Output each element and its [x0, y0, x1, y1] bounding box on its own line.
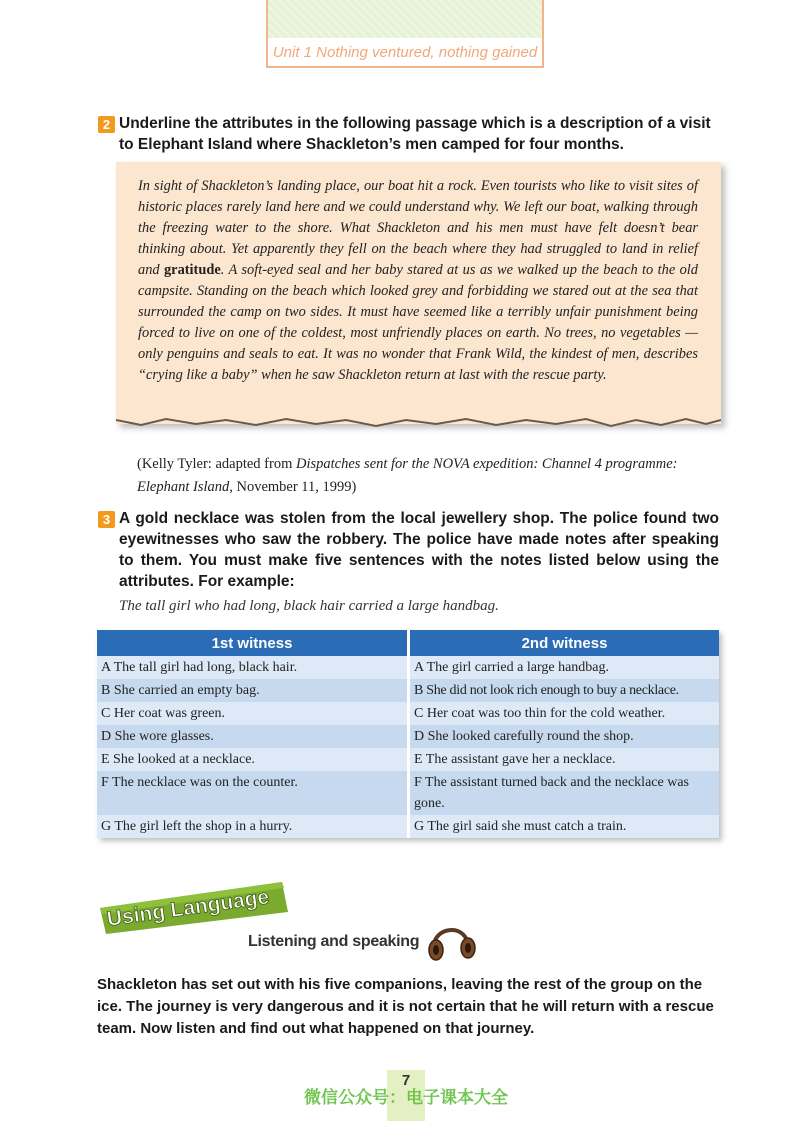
table-header-1st-witness: 1st witness — [97, 630, 409, 656]
passage-bold-word: gratitude — [163, 262, 221, 278]
table-row — [97, 679, 719, 702]
listening-paragraph: Shackleton has set out with his five companions, leaving the rest of the group on the ice. The journey is very dangerous and it is not certain that he will return with a rescue team. Now listen and find out what happened on that journey. — [97, 976, 714, 1037]
table-cell: D She wore glasses. — [97, 725, 409, 748]
table-cell: G The girl left the shop in a hurry. — [97, 815, 409, 838]
question-3-instruction: A gold necklace was stolen from the local jewellery shop. The police found two eyewitnesses who saw the robbery. The police have made notes after speaking to them. You must make five sentences with the notes listed below using the attributes. For example: — [119, 510, 719, 590]
passage-text-start: In sight of Shackleton’s landing place, our boat hit a rock. Even tourists who like to visit sites of historic places rarely land here and we could understand why. We left our boat, walking through the freezing water to the shore. What Shackleton and his men must have felt doesn’t bear thinking about. Yet apparently they fell on the beach where they had struggled to land in relief and — [138, 178, 698, 278]
passage-box — [116, 162, 721, 424]
unit-title: Unit 1 Nothing ventured, nothing gained — [272, 44, 538, 61]
example-sentence: The tall girl who had long, black hair carried a large handbag. — [119, 598, 499, 614]
table-row — [97, 815, 719, 838]
table-row — [97, 771, 719, 815]
question-2-line-1: Underline the attributes in the following passage which is a description of a visit — [119, 115, 711, 132]
witness-table — [97, 630, 719, 838]
torn-edge — [116, 410, 721, 432]
question-2-line-2: to Elephant Island where Shackleton’s men camped for four months. — [119, 136, 624, 153]
citation-title: Dispatches sent for the NOVA expedition: Channel 4 programme: Elephant Island — [137, 456, 678, 495]
table-header-2nd-witness: 2nd witness — [409, 630, 720, 656]
table-cell: A The tall girl had long, black hair. — [97, 656, 409, 679]
table-cell: E The assistant gave her a necklace. — [409, 748, 720, 771]
table-row — [97, 725, 719, 748]
watermark: 微信公众号：电子课本大全 — [304, 1088, 508, 1107]
question-2-number: 2 — [98, 116, 115, 133]
table-cell: A The girl carried a large handbag. — [409, 656, 720, 679]
unit-header — [266, 0, 544, 68]
table-cell: C Her coat was green. — [97, 702, 409, 725]
table-row — [97, 656, 719, 679]
table-cell: B She did not look rich enough to buy a necklace. — [409, 679, 720, 702]
using-language-banner — [96, 878, 292, 936]
using-language-banner-text: Using Language — [105, 885, 271, 931]
passage-text-end: . A soft-eyed seal and her baby stared at us as we walked up the beach to the old campsite. Standing on the beach which looked grey and forbidding we stared out at the sea that surrounded the camp on two sides. It must have seemed like a terribly unfair punishment being forced to live on one of the coldest, most unfriendly places on earth. No trees, no vegetables — only penguins and seals to eat. It was no wonder that Frank Wild, the kindest of men, describes “crying like a baby” when he saw Shackleton return at last with the rescue party. — [138, 262, 698, 383]
question-2-instruction — [119, 113, 719, 155]
headphones-icon — [424, 918, 478, 964]
table-row — [97, 702, 719, 725]
citation — [137, 453, 717, 499]
table-cell: B She carried an empty bag. — [97, 679, 409, 702]
listening-speaking-heading: Listening and speaking — [248, 933, 420, 950]
table-cell: D She looked carefully round the shop. — [409, 725, 720, 748]
header-texture — [268, 0, 542, 38]
page-number: 7 — [401, 1072, 411, 1089]
citation-prefix: (Kelly Tyler: adapted from — [137, 456, 296, 472]
question-3-number: 3 — [98, 511, 115, 528]
citation-suffix: , November 11, 1999) — [229, 479, 357, 495]
table-cell: E She looked at a necklace. — [97, 748, 409, 771]
passage-text[interactable] — [138, 176, 698, 386]
table-cell: G The girl said she must catch a train. — [409, 815, 720, 838]
table-cell: F The assistant turned back and the necklace was gone. — [409, 771, 720, 815]
table-cell: F The necklace was on the counter. — [97, 771, 409, 815]
table-cell: C Her coat was too thin for the cold weather. — [409, 702, 720, 725]
table-row — [97, 748, 719, 771]
